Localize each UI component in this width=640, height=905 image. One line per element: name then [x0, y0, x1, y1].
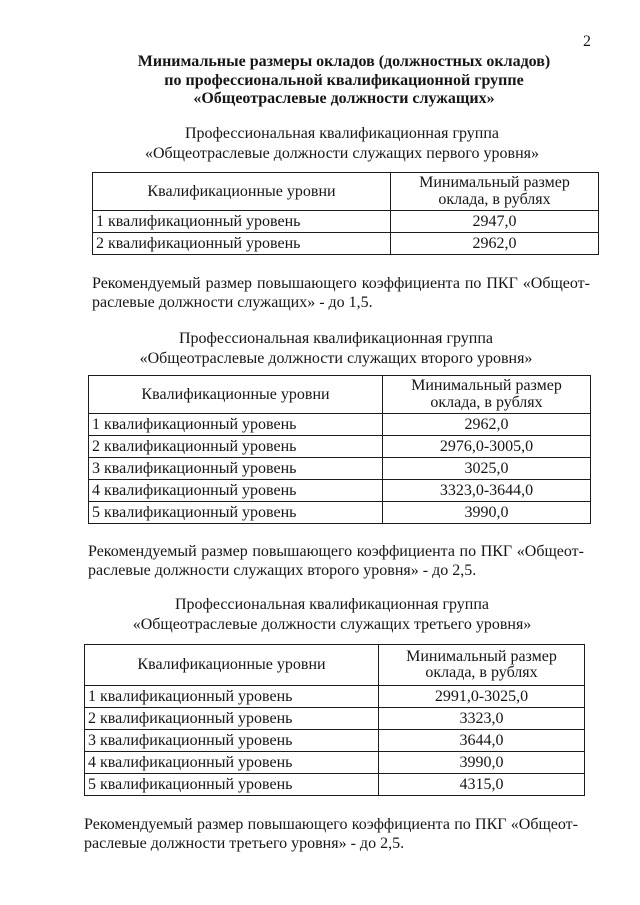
header-salary	[383, 376, 591, 414]
table-row	[89, 502, 591, 524]
level-cell: 2 квалификационный уровень	[89, 436, 383, 458]
title-line: Минимальные размеры окладов (должностных окладов)	[137, 53, 551, 70]
table-header-row	[85, 645, 585, 686]
header-salary	[391, 173, 599, 211]
table-row	[89, 458, 591, 480]
salary-cell: 2962,0	[391, 233, 599, 255]
level-cell: 1 квалификационный уровень	[93, 211, 391, 233]
level-cell: 1 квалификационный уровень	[89, 414, 383, 436]
table-row	[85, 752, 585, 774]
heading-line: Профессиональная квалификационная группа	[178, 330, 494, 347]
note-line: Рекомендуемый размер повышающего коэффициента по ПКГ «Общеот-	[88, 543, 584, 560]
salary-cell: 3644,0	[379, 730, 585, 752]
note-line: раслевые должности служащих» - до 1,5.	[92, 294, 373, 311]
table-row	[89, 414, 591, 436]
header-salary-line: оклада, в рублях	[438, 190, 551, 208]
note-line: раслевые должности служащих второго уровня» - до 2,5.	[88, 562, 477, 579]
table-row	[85, 708, 585, 730]
heading-line: «Общеотраслевые должности служащих второго уровня»	[139, 349, 533, 367]
header-salary	[379, 645, 585, 686]
table-header-row	[89, 376, 591, 414]
header-level: Квалификационные уровни	[85, 645, 379, 686]
table-row	[93, 233, 599, 255]
section-2-heading	[88, 329, 584, 368]
level-cell: 1 квалификационный уровень	[85, 686, 379, 708]
heading-line: Профессиональная квалификационная группа	[174, 596, 490, 613]
page-number: 2	[583, 33, 591, 50]
header-level: Квалификационные уровни	[93, 173, 391, 211]
table-row	[85, 730, 585, 752]
table-row	[93, 211, 599, 233]
table-row	[89, 480, 591, 502]
salary-cell: 3025,0	[383, 458, 591, 480]
salary-cell: 2976,0-3005,0	[383, 436, 591, 458]
salary-cell: 3990,0	[383, 502, 591, 524]
title-line: по профессиональной квалификационной группе	[164, 71, 524, 89]
salary-table-3	[84, 644, 585, 796]
salary-cell: 2962,0	[383, 414, 591, 436]
coefficient-note-3	[84, 815, 578, 853]
heading-line: Профессиональная квалификационная группа	[184, 125, 500, 142]
section-1-heading	[92, 124, 592, 163]
header-level: Квалификационные уровни	[89, 376, 383, 414]
note-line: раслевые должности третьего уровня» - до 2,5.	[84, 835, 405, 852]
salary-cell: 3323,0-3644,0	[383, 480, 591, 502]
salary-cell: 3990,0	[379, 752, 585, 774]
salary-cell: 4315,0	[379, 774, 585, 796]
header-salary-line: Минимальный размер	[411, 377, 562, 394]
level-cell: 4 квалификационный уровень	[89, 480, 383, 502]
coefficient-note-2	[88, 542, 584, 580]
header-salary-line: оклада, в рублях	[430, 393, 543, 411]
salary-table-1	[92, 172, 599, 255]
header-salary-line: Минимальный размер	[419, 174, 570, 191]
coefficient-note-1	[92, 274, 590, 312]
heading-line: «Общеотраслевые должности служащих третьего уровня»	[132, 615, 532, 633]
section-3-heading	[84, 595, 580, 634]
level-cell: 4 квалификационный уровень	[85, 752, 379, 774]
level-cell: 5 квалификационный уровень	[85, 774, 379, 796]
heading-line: «Общеотраслевые должности служащих первого уровня»	[144, 144, 540, 162]
salary-table-2	[88, 375, 591, 524]
header-salary-line: оклада, в рублях	[425, 664, 538, 681]
note-line: Рекомендуемый размер повышающего коэффициента по ПКГ «Общеот-	[92, 275, 590, 292]
table-row	[85, 774, 585, 796]
level-cell: 5 квалификационный уровень	[89, 502, 383, 524]
level-cell: 2 квалификационный уровень	[93, 233, 391, 255]
level-cell: 3 квалификационный уровень	[89, 458, 383, 480]
salary-cell: 3323,0	[379, 708, 585, 730]
level-cell: 3 квалификационный уровень	[85, 730, 379, 752]
salary-cell: 2947,0	[391, 211, 599, 233]
document-title	[92, 53, 596, 109]
level-cell: 2 квалификационный уровень	[85, 708, 379, 730]
salary-cell: 2991,0-3025,0	[379, 686, 585, 708]
note-line: Рекомендуемый размер повышающего коэффициента по ПКГ «Общеот-	[84, 816, 578, 833]
table-row	[89, 436, 591, 458]
table-row	[85, 686, 585, 708]
title-line: «Общеотраслевые должности служащих»	[193, 90, 495, 107]
header-salary-line: Минимальный размер	[406, 647, 557, 665]
table-header-row	[93, 173, 599, 211]
